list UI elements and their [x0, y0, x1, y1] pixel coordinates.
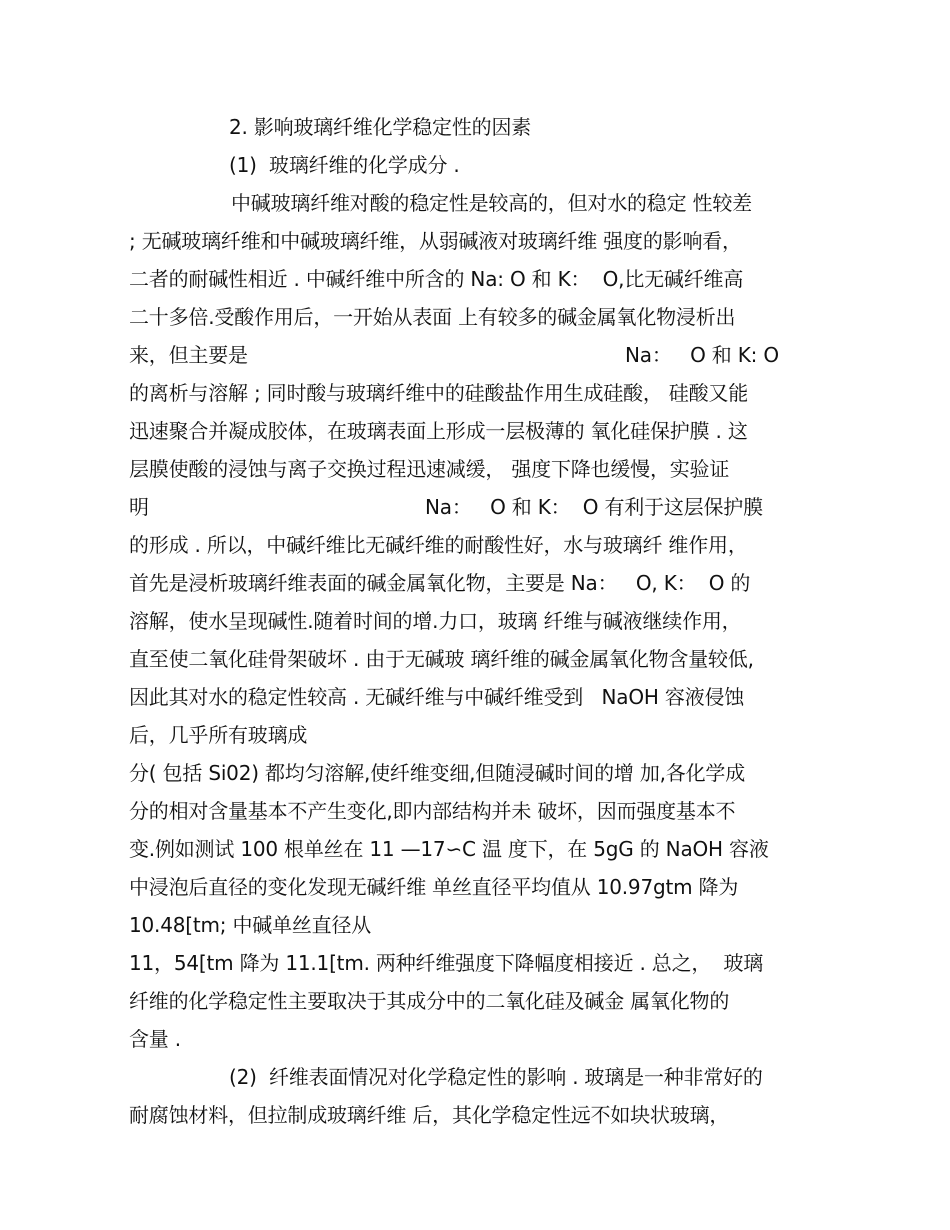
paragraph-line: 二十多倍.受酸作用后，一开始从表面 上有较多的碱金属氧化物浸析出 — [129, 305, 736, 329]
paragraph-line: 变.例如测试 100 根单丝在 11 —17∽C 温 度下，在 5gG 的 NaOH 容液 — [129, 837, 769, 861]
paragraph-line: 分( 包括 Si02) 都均匀溶解,使纤维变细,但随浸碱时间的增 加,各化学成 — [129, 761, 746, 785]
paragraph-line: 纤维的化学稳定性主要取决于其成分中的二氧化硅及碱金 属氧化物的 — [129, 989, 730, 1013]
paragraph-line: 首先是浸析玻璃纤维表面的碱金属氧化物，主要是 Na： O, K： O 的 — [129, 571, 751, 595]
section-heading: 2. 影响玻璃纤维化学稳定性的因素 — [229, 115, 532, 139]
paragraph-line: 二者的耐碱性相近 . 中碱纤维中所含的 Na: O 和 K： O,比无碱纤维高 — [129, 267, 744, 291]
paragraph-line: 中碱玻璃纤维对酸的稳定性是较高的，但对水的稳定 性较差 — [231, 191, 752, 215]
subsection-heading-1: (1) 玻璃纤维的化学成分 . — [229, 153, 460, 177]
paragraph-line: 分的相对含量基本不产生变化,即内部结构并未 破坏，因而强度基本不 — [129, 799, 736, 823]
paragraph-line: 来，但主要是 — [129, 343, 248, 367]
paragraph-line: 耐腐蚀材料，但拉制成玻璃纤维 后，其化学稳定性远不如块状玻璃， — [129, 1103, 730, 1127]
paragraph-line: 10.48[tm; 中碱单丝直径从 — [129, 913, 372, 937]
paragraph-line-formula: Na： O 和 K: O — [625, 343, 779, 367]
paragraph-line: 因此其对水的稳定性较高 . 无碱纤维与中碱纤维受到 NaOH 容液侵蚀 — [129, 685, 745, 709]
paragraph-line: 的形成 . 所以，中碱纤维比无碱纤维的耐酸性好，水与玻璃纤 维作用， — [129, 533, 748, 557]
paragraph-line: 迅速聚合并凝成胶体，在玻璃表面上形成一层极薄的 氧化硅保护膜 . 这 — [129, 419, 748, 443]
paragraph-line: 层膜使酸的浸蚀与离子交换过程迅速减缓， 强度下降也缓慢，实验证 — [129, 457, 730, 481]
paragraph-line: 中浸泡后直径的变化发现无碱纤维 单丝直径平均值从 10.97gtm 降为 — [129, 875, 739, 899]
paragraph-line: 溶解，使水呈现碱性.随着时间的增.力口，玻璃 纤维与碱液继续作用， — [129, 609, 742, 633]
paragraph-line: 明 — [129, 495, 149, 519]
paragraph-line: 直至使二氧化硅骨架破坏 . 由于无碱玻 璃纤维的碱金属氧化物含量较低, — [129, 647, 754, 671]
paragraph-line: 11，54[tm 降为 11.1[tm. 两种纤维强度下降幅度相接近 . 总之， 玻璃 — [129, 951, 764, 975]
paragraph-line: ; 无碱玻璃纤维和中碱玻璃纤维，从弱碱液对玻璃纤维 强度的影响看， — [129, 229, 742, 253]
paragraph-line: 含量 . — [129, 1027, 181, 1051]
paragraph-line: 的离析与溶解 ; 同时酸与玻璃纤维中的硅酸盐作用生成硅酸， 硅酸又能 — [129, 381, 749, 405]
paragraph-line-formula: Na： O 和 K： O 有利于这层保护膜 — [425, 495, 763, 519]
subsection-heading-2: (2) 纤维表面情况对化学稳定性的影响 . 玻璃是一种非常好的 — [229, 1065, 763, 1089]
paragraph-line: 后，几乎所有玻璃成 — [129, 723, 308, 747]
